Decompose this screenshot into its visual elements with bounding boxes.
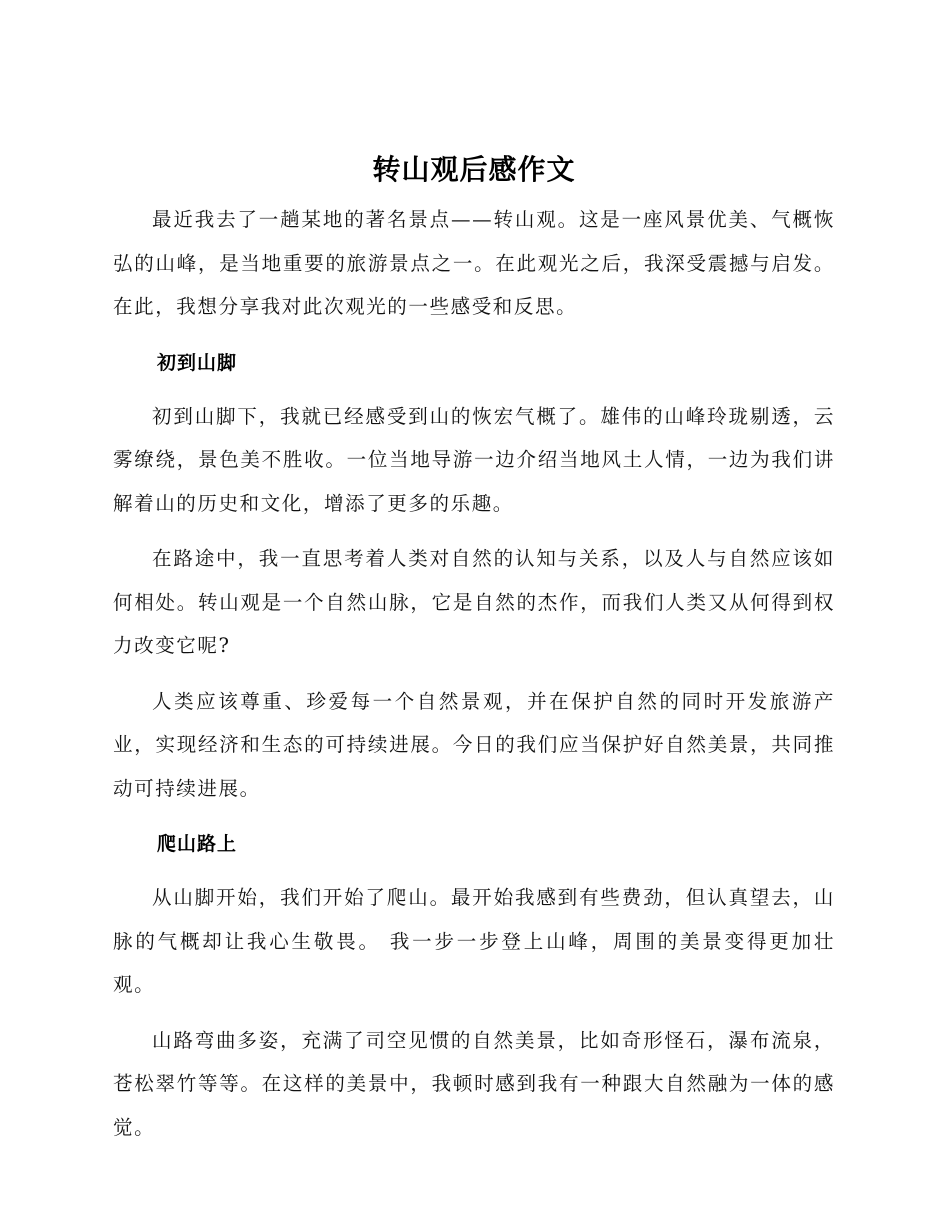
section-climbing: [113, 824, 835, 1149]
intro-paragraph: 最近我去了一趟某地的著名景点——转山观。这是一座风景优美、气概恢弘的山峰，是当地重要的旅游景点之一。在此观光之后，我深受震撼与启发。在此，我想分享我对此次观光的一些感受和反思。: [113, 208, 835, 318]
section-arrival: [113, 343, 835, 811]
body-paragraph: 山路弯曲多姿，充满了司空见惯的自然美景，比如奇形怪石，瀑布流泉，苍松翠竹等等。在这样的美景中，我顿时感到我有一种跟大自然融为一体的感觉。: [113, 1028, 835, 1139]
body-paragraph: 人类应该尊重、珍爱每一个自然景观，并在保护自然的同时开发旅游产业，实现经济和生态的可持续进展。今日的我们应当保护好自然美景，共同推动可持续进展。: [113, 689, 835, 800]
body-paragraph: 从山脚开始，我们开始了爬山。最开始我感到有些费劲，但认真望去，山脉的气概却让我心生敬畏。 我一步一步登上山峰，周围的美景变得更加壮观。: [113, 886, 835, 996]
section-heading: 爬山路上: [157, 833, 238, 855]
body-paragraph: 在路途中，我一直思考着人类对自然的认知与关系，以及人与自然应该如何相处。转山观是一个自然山脉，它是自然的杰作，而我们人类又从何得到权力改变它呢?: [113, 547, 835, 657]
section-heading: 初到山脚: [157, 351, 238, 374]
document-title: 转山观后感作文: [372, 153, 576, 186]
document-page: [113, 148, 835, 1161]
body-paragraph: 初到山脚下，我就已经感受到山的恢宏气概了。雄伟的山峰玲珑剔透，云雾缭绕，景色美不胜收。一位当地导游一边介绍当地风土人情，一边为我们讲解着山的历史和文化，增添了更多的乐趣。: [113, 404, 835, 515]
